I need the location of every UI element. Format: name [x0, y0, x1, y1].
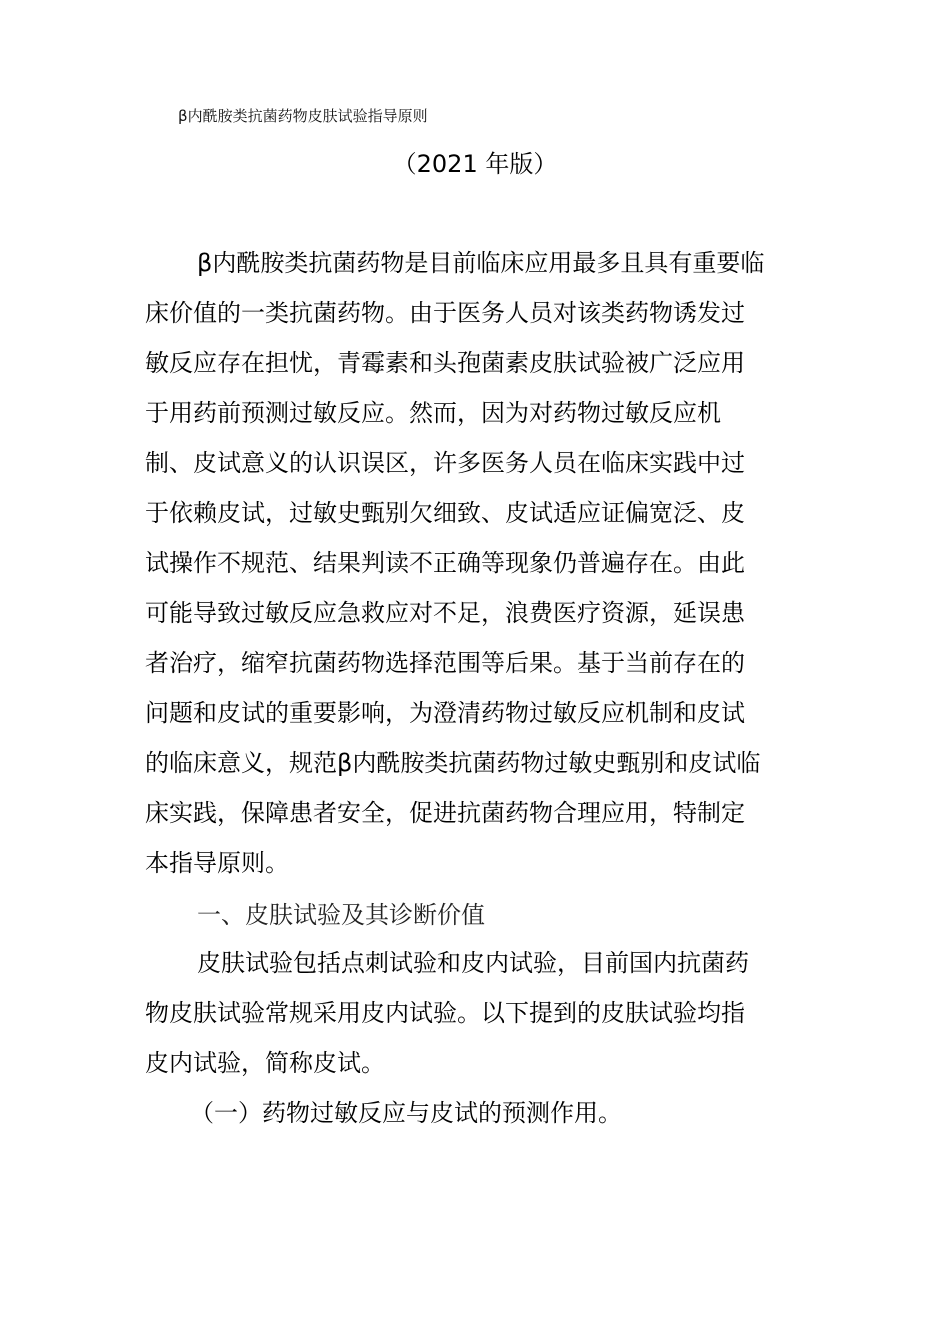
paragraph-line: 者治疗，缩窄抗菌药物选择范围等后果。基于当前存在的 — [145, 649, 745, 677]
running-title: β内酰胺类抗菌药物皮肤试验指导原则 — [178, 107, 428, 125]
paragraph-line: 床价值的一类抗菌药物。由于医务人员对该类药物诱发过 — [145, 299, 745, 327]
paragraph-line: 敏反应存在担忧，青霉素和头孢菌素皮肤试验被广泛应用 — [145, 349, 745, 377]
paragraph-line: 皮内试验，简称皮试。 — [145, 1049, 385, 1077]
paragraph-line: 皮肤试验包括点刺试验和皮内试验，目前国内抗菌药 — [197, 949, 749, 977]
edition-label: （2021 年版） — [392, 150, 558, 178]
paragraph-line: 本指导原则。 — [145, 849, 289, 877]
paragraph-line: 床实践，保障患者安全，促进抗菌药物合理应用，特制定 — [145, 799, 745, 827]
paragraph-line: 的临床意义，规范β内酰胺类抗菌药物过敏史甄别和皮试临 — [145, 749, 761, 777]
paragraph-line: 于用药前预测过敏反应。然而，因为对药物过敏反应机 — [145, 399, 721, 427]
paragraph-line: 问题和皮试的重要影响，为澄清药物过敏反应机制和皮试 — [145, 699, 745, 727]
paragraph-line: 物皮肤试验常规采用皮内试验。以下提到的皮肤试验均指 — [145, 999, 745, 1027]
paragraph-line: 制、皮试意义的认识误区，许多医务人员在临床实践中过 — [145, 449, 745, 477]
paragraph-line: β内酰胺类抗菌药物是目前临床应用最多且具有重要临 — [197, 249, 765, 277]
section-heading: 一、皮肤试验及其诊断价值 — [197, 901, 485, 929]
paragraph-line: 可能导致过敏反应急救应对不足，浪费医疗资源，延误患 — [145, 599, 745, 627]
subsection-heading: （一）药物过敏反应与皮试的预测作用。 — [190, 1099, 622, 1127]
paragraph-line: 于依赖皮试，过敏史甄别欠细致、皮试适应证偏宽泛、皮 — [145, 499, 745, 527]
paragraph-line: 试操作不规范、结果判读不正确等现象仍普遍存在。由此 — [145, 549, 745, 577]
